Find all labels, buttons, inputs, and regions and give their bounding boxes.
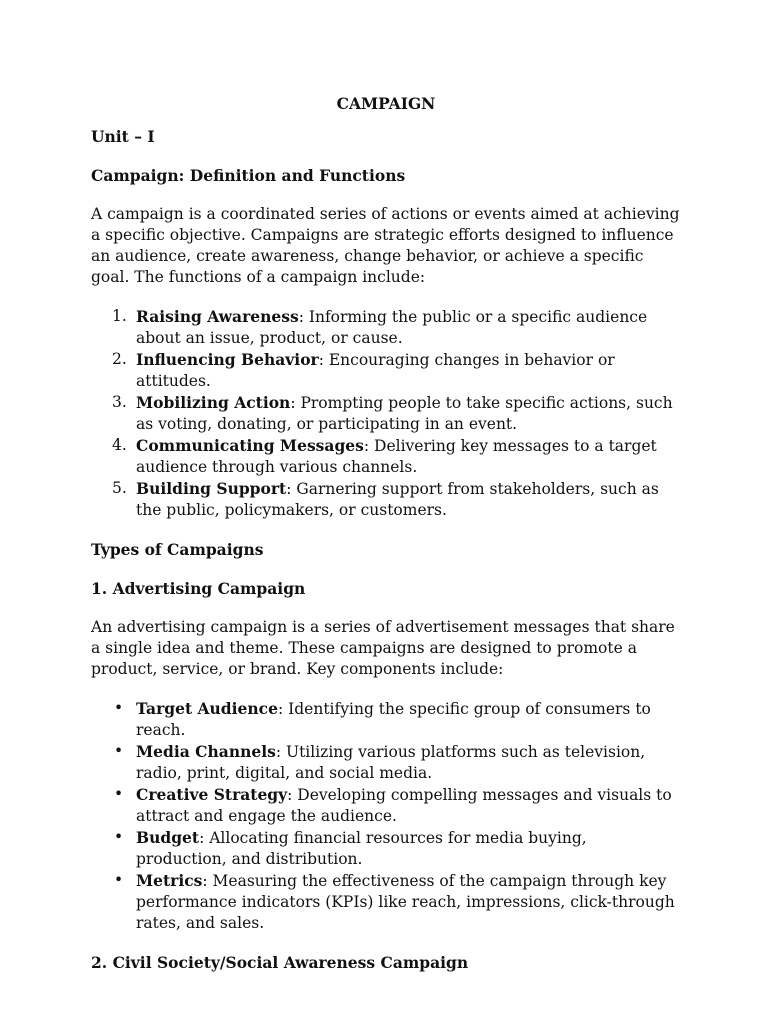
list-item xyxy=(136,349,681,392)
list-item-text: : Identifying the specific group of consumers to reach. xyxy=(136,700,651,739)
list-item xyxy=(114,827,681,870)
bullet-icon: • xyxy=(114,742,124,760)
list-item xyxy=(136,435,681,478)
list-item-term: Raising Awareness xyxy=(136,307,299,326)
list-item-text: : Delivering key messages to a target audience through various channels. xyxy=(136,437,657,476)
bullet-icon: • xyxy=(114,871,124,889)
list-item-term: Communicating Messages xyxy=(136,436,364,455)
list-item-text: : Informing the public or a specific audience about an issue, product, or cause. xyxy=(136,308,648,347)
list-item-text: : Utilizing various platforms such as television, radio, print, digital, and social media. xyxy=(136,743,646,782)
list-item-term: Creative Strategy xyxy=(136,785,288,804)
list-item-term: Target Audience xyxy=(136,699,278,718)
unit-label: Unit – I xyxy=(91,127,155,146)
list-item-term: Metrics xyxy=(136,871,203,890)
list-item-term: Budget xyxy=(136,828,200,847)
list-item xyxy=(114,784,681,827)
document-title: CAMPAIGN xyxy=(336,94,436,113)
section-heading-definition: Campaign: Definition and Functions xyxy=(91,166,406,185)
list-item-term: Building Support xyxy=(136,479,287,498)
components-list xyxy=(91,698,681,934)
list-item-term: Media Channels xyxy=(136,742,276,761)
list-item xyxy=(136,306,681,349)
bullet-icon: • xyxy=(114,785,124,803)
bullet-icon: • xyxy=(114,699,124,717)
list-item-text: : Allocating financial resources for media buying, production, and distribution. xyxy=(136,829,587,868)
list-item xyxy=(136,478,681,521)
document-page xyxy=(91,93,681,991)
bullet-icon: • xyxy=(114,828,124,846)
functions-list xyxy=(91,306,681,521)
section-heading-types: Types of Campaigns xyxy=(91,540,264,559)
list-item-text: : Developing compelling messages and visuals to attract and engage the audience. xyxy=(136,786,672,825)
list-item xyxy=(114,870,681,934)
list-item-text: : Prompting people to take specific actions, such as voting, donating, or participating in an event. xyxy=(136,394,673,433)
section-heading-civil-society: 2. Civil Society/Social Awareness Campaign xyxy=(91,953,469,972)
list-item-term: Mobilizing Action xyxy=(136,393,291,412)
list-item xyxy=(114,698,681,741)
list-item-term: Influencing Behavior xyxy=(136,350,319,369)
advertising-paragraph: An advertising campaign is a series of advertisement messages that share a single idea and theme. These campaigns are designed to promote a product, service, or brand. Key components include: xyxy=(91,618,675,678)
list-item-text: : Garnering support from stakeholders, such as the public, policymakers, or customers. xyxy=(136,480,659,519)
list-item-text: : Measuring the effectiveness of the campaign through key performance indicators (KPIs) like reach, impressions, click-through rates, and sales. xyxy=(136,872,675,932)
list-item xyxy=(136,392,681,435)
section-heading-advertising: 1. Advertising Campaign xyxy=(91,579,306,598)
list-item-text: : Encouraging changes in behavior or attitudes. xyxy=(136,351,615,390)
list-item xyxy=(114,741,681,784)
definition-paragraph: A campaign is a coordinated series of actions or events aimed at achieving a specific objective. Campaigns are strategic efforts designed to influence an audience, create awareness, change behavior, or achieve a specific goal. The functions of a campaign include: xyxy=(91,205,680,286)
